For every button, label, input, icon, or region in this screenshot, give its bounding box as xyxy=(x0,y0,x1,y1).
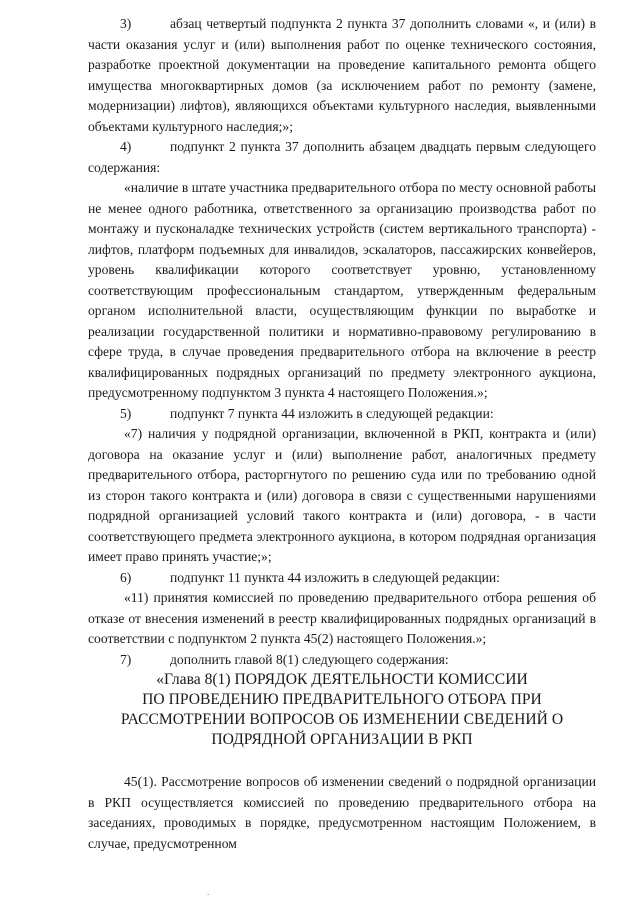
heading-line: «Глава 8(1) ПОРЯДОК ДЕЯТЕЛЬНОСТИ КОМИССИИ xyxy=(156,671,528,688)
scan-mark: . xyxy=(207,887,210,897)
item-number: 3) xyxy=(120,16,132,31)
item-text: подпункт 11 пункта 44 изложить в следующей редакции: xyxy=(170,569,500,585)
document-page xyxy=(88,14,596,854)
item-text: абзац четвертый подпункта 2 пункта 37 дополнить словами «, и (или) в части оказания услуг и (или) выполнения работ по оценке технического состояния, разработке проектной документации на проведение капитального ремонта общего имущества многоквартирных домов (за исключением работ по ремонту (замене, модернизации) лифтов), являющихся объектами культурного наследия, выявленными объектами культурного наследия;»; xyxy=(88,16,596,134)
quote-paragraph-1: «наличие в штате участника предварительного отбора по месту основной работы не менее одного работника, ответственного за организацию производства работ по монтажу и пусконаладке технических устройств (систем вертикального транспорта) - лифтов, платформ подъемных для инвалидов, эскалаторов, пассажирских конвейеров, уровень квалификации которого соответствует уровню, установленному соответствующим профессиональным стандартом, утвержденным федеральным органом исполнительной власти, осуществляющим функции по выработке и реализации государственной политики и нормативно-правовому регулированию в сфере труда, в случае проведения предварительного отбора на включение в реестр квалифицированных подрядных организаций по предмету электронного аукциона, предусмотренному подпунктом 3 пункта 4 настоящего Положения.»; xyxy=(88,180,596,400)
list-item-6 xyxy=(88,568,596,589)
quote-paragraph-2: «7) наличия у подрядной организации, включенной в РКП, контракта и (или) договора на оказание услуг и (или) выполнение работ, аналогичных предмету предварительного отбора, расторгнутого по решению суда или по требованию одной из сторон такого контракта и (или) договора в связи с существенными нарушениями подрядной организацией условий такого контракта и (или) договора, - в части соответствующего предмета электронного аукциона, в котором подрядная организация имеет право принять участие;»; xyxy=(88,426,596,564)
chapter-heading xyxy=(88,670,596,750)
item-number: 5) xyxy=(120,405,132,421)
item-number: 7) xyxy=(120,651,132,667)
quote-paragraph-3: «11) принятия комиссией по проведению предварительного отбора решения об отказе от внесения изменений в реестр квалифицированных подрядных организаций в соответствии с подпунктом 2 пункта 45(2) настоящего Положения.»; xyxy=(88,590,596,646)
paragraph-45-1: 45(1). Рассмотрение вопросов об изменении сведений о подрядной организации в РКП осуществляется комиссией по проведению предварительного отбора на заседаниях, проводимых в порядке, предусмотренном настоящим Положением, в случае, предусмотренном xyxy=(88,774,596,851)
item-number: 6) xyxy=(120,569,132,585)
list-item-4 xyxy=(88,137,596,178)
list-item-3 xyxy=(88,14,596,137)
item-text: подпункт 2 пункта 37 дополнить абзацем двадцать первым следующего содержания: xyxy=(88,139,596,175)
heading-line: РАССМОТРЕНИИ ВОПРОСОВ ОБ ИЗМЕНЕНИИ СВЕДЕНИЙ О xyxy=(120,711,564,728)
item-text: подпункт 7 пункта 44 изложить в следующей редакции: xyxy=(170,405,494,421)
item-number: 4) xyxy=(120,139,132,154)
spacer xyxy=(88,750,596,772)
heading-line: ПОДРЯДНОЙ ОРГАНИЗАЦИИ В РКП xyxy=(211,731,473,748)
item-text: дополнить главой 8(1) следующего содержания: xyxy=(170,651,449,667)
heading-line: ПО ПРОВЕДЕНИЮ ПРЕДВАРИТЕЛЬНОГО ОТБОРА ПРИ xyxy=(142,691,542,708)
list-item-5 xyxy=(88,404,596,425)
list-item-7 xyxy=(88,650,596,671)
